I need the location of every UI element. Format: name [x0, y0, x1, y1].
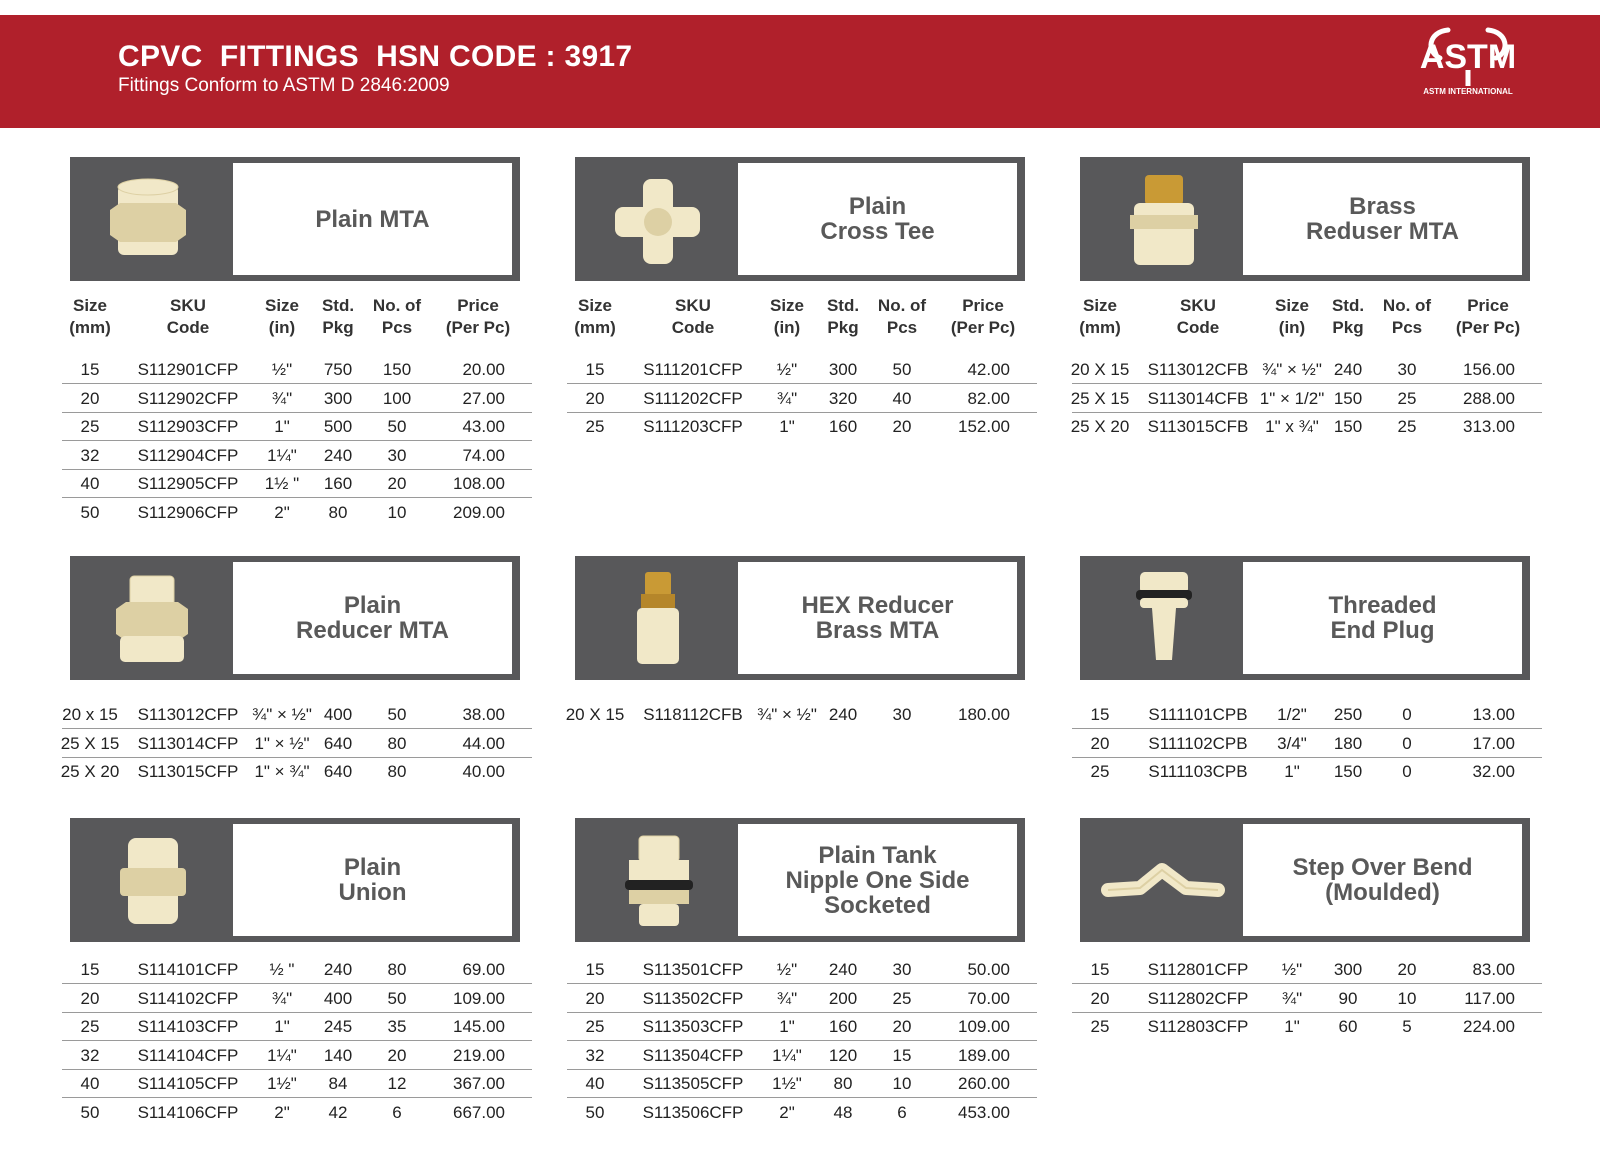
std-pkg-cell: 320: [828, 388, 858, 408]
sku-cell: S114101CFP: [137, 960, 239, 979]
size-mm-cell: 25: [1090, 1017, 1110, 1037]
price-cell: 70.00: [967, 988, 1010, 1008]
sku-cell: S118112CFB: [643, 705, 743, 724]
std-pkg-cell: 250: [1333, 705, 1363, 724]
size-mm-cell: 20: [80, 388, 100, 408]
size-in-cell: 1" × 1/2": [1259, 388, 1325, 408]
std-pkg-cell: 640: [323, 762, 353, 782]
product-card-header: [575, 818, 1025, 942]
price-cell: 209.00: [453, 503, 505, 522]
size-mm-cell: 50: [80, 1103, 100, 1122]
table-row: [62, 984, 532, 1013]
size-mm-cell: 20 x 15: [62, 705, 118, 724]
table-row: [62, 469, 532, 498]
pcs-cell: 10: [387, 503, 407, 522]
pcs-cell: 25: [1397, 388, 1417, 408]
table-row: [62, 355, 532, 384]
product-title: Step Over Bend (Moulded): [1292, 854, 1473, 906]
sku-cell: S113504CFP: [642, 1045, 744, 1065]
product-title: Plain MTA: [315, 205, 430, 233]
price-cell: 189.00: [958, 1045, 1010, 1065]
pcs-cell: 35: [387, 1017, 407, 1037]
size-in-cell: 1¼": [772, 1045, 802, 1065]
product-card-header: [1080, 157, 1530, 281]
plain-mta-fitting-icon: [80, 165, 225, 273]
product-title: Plain Union: [338, 854, 407, 906]
size-mm-cell: 40: [585, 1074, 605, 1094]
product-title: Plain Tank Nipple One Side Socketed: [785, 841, 970, 919]
page-title: CPVC FITTINGS HSN CODE : 3917: [118, 40, 633, 73]
size-mm-cell: 40: [80, 1074, 100, 1094]
price-cell: 109.00: [453, 988, 505, 1008]
threaded-end-plug-icon: [1090, 564, 1235, 672]
pcs-cell: 25: [892, 988, 912, 1008]
sku-cell: S114102CFP: [137, 988, 239, 1008]
product-title-box: [233, 163, 512, 275]
column-header-size-in: Size (in): [264, 296, 300, 337]
price-cell: 117.00: [1464, 988, 1515, 1008]
size-in-cell: 2": [274, 503, 290, 522]
price-cell: 74.00: [462, 445, 505, 465]
pcs-cell: 50: [387, 705, 407, 724]
product-card-header: [70, 818, 520, 942]
pcs-cell: 30: [1397, 360, 1417, 379]
std-pkg-cell: 300: [828, 360, 858, 379]
sku-cell: S112902CFP: [137, 388, 239, 408]
std-pkg-cell: 120: [828, 1045, 858, 1065]
sku-cell: S114103CFP: [137, 1017, 239, 1037]
pcs-cell: 20: [1397, 960, 1417, 979]
price-cell: 109.00: [958, 1017, 1010, 1037]
pcs-cell: 80: [387, 762, 407, 782]
tank-nipple-fitting-icon: [585, 826, 730, 934]
std-pkg-cell: 240: [323, 960, 353, 979]
size-in-cell: ¾" × ½": [252, 705, 312, 724]
table-row: [1072, 757, 1542, 786]
column-header-price: Price (Per Pc): [1455, 296, 1521, 337]
sku-cell: S111101CPB: [1148, 705, 1248, 724]
size-mm-cell: 15: [585, 960, 605, 979]
size-in-cell: 3/4": [1277, 733, 1307, 753]
table-row: [1072, 1012, 1542, 1041]
std-pkg-cell: 500: [323, 417, 353, 437]
table-row: [62, 498, 532, 527]
size-mm-cell: 25 X 15: [60, 733, 120, 753]
std-pkg-cell: 240: [828, 960, 858, 979]
price-cell: 13.00: [1472, 705, 1515, 724]
product-title: Plain Cross Tee: [820, 193, 935, 245]
size-in-cell: 1": [779, 1017, 795, 1037]
pcs-cell: 20: [387, 474, 407, 494]
price-cell: 667.00: [453, 1103, 505, 1122]
sku-cell: S112905CFP: [137, 474, 239, 494]
size-mm-cell: 32: [80, 445, 100, 465]
size-mm-cell: 25 X 15: [1070, 388, 1130, 408]
sku-cell: S114106CFP: [137, 1103, 239, 1122]
column-header-sku: SKU Code: [671, 296, 715, 337]
size-in-cell: 1": [274, 1017, 290, 1037]
size-mm-cell: 20: [1090, 988, 1110, 1008]
std-pkg-cell: 80: [833, 1074, 853, 1094]
std-pkg-cell: 42: [328, 1103, 348, 1122]
product-title-box: [1243, 163, 1522, 275]
size-in-cell: 2": [274, 1103, 290, 1122]
std-pkg-cell: 400: [323, 705, 353, 724]
std-pkg-cell: 200: [828, 988, 858, 1008]
size-mm-cell: 15: [585, 360, 605, 379]
std-pkg-cell: 80: [328, 503, 348, 522]
std-pkg-cell: 150: [1333, 762, 1363, 782]
price-cell: 156.00: [1463, 360, 1515, 379]
pcs-cell: 15: [892, 1045, 912, 1065]
column-header-no-of-pcs: No. of Pcs: [372, 296, 422, 337]
std-pkg-cell: 640: [323, 733, 353, 753]
std-pkg-cell: 140: [323, 1045, 353, 1065]
size-in-cell: 1¼": [267, 445, 297, 465]
price-cell: 83.00: [1472, 960, 1515, 979]
size-in-cell: 1": [1284, 1017, 1300, 1037]
sku-cell: S113014CFP: [137, 733, 239, 753]
size-mm-cell: 25: [80, 1017, 100, 1037]
product-card-header: [575, 556, 1025, 680]
column-header-sku: SKU Code: [1176, 296, 1220, 337]
size-mm-cell: 25: [1090, 762, 1110, 782]
table-row: [1072, 412, 1542, 441]
column-header-std-pkg: Std. Pkg: [826, 296, 860, 337]
column-header-sku: SKU Code: [166, 296, 210, 337]
size-in-cell: ½": [1281, 960, 1303, 979]
product-title-box: [233, 824, 512, 936]
std-pkg-cell: 48: [833, 1103, 853, 1122]
sku-cell: S111201CFP: [643, 360, 743, 379]
sku-cell: S113503CFP: [642, 1017, 744, 1037]
pcs-cell: 50: [387, 417, 407, 437]
size-in-cell: 1" x ¾": [1265, 417, 1319, 437]
size-in-cell: ¾" × ½": [1262, 360, 1322, 379]
sku-cell: S114104CFP: [137, 1045, 239, 1065]
column-header-price: Price (Per Pc): [445, 296, 511, 337]
table-row: [62, 1098, 532, 1127]
size-mm-cell: 20 X 15: [565, 705, 625, 724]
price-cell: 288.00: [1463, 388, 1515, 408]
table-row: [62, 700, 532, 729]
pcs-cell: 50: [892, 360, 912, 379]
sku-cell: S113501CFP: [642, 960, 744, 979]
sku-cell: S113505CFP: [642, 1074, 744, 1094]
price-cell: 43.00: [462, 417, 505, 437]
pcs-cell: 6: [897, 1103, 907, 1122]
price-cell: 44.00: [462, 733, 505, 753]
price-cell: 152.00: [958, 417, 1010, 437]
price-cell: 82.00: [967, 388, 1010, 408]
size-in-cell: 1" × ¾": [254, 762, 310, 782]
size-in-cell: ¾": [271, 988, 293, 1008]
size-mm-cell: 25: [80, 417, 100, 437]
size-in-cell: 1": [779, 417, 795, 437]
size-in-cell: 1½ ": [264, 474, 300, 494]
pcs-cell: 12: [387, 1074, 407, 1094]
pcs-cell: 80: [387, 733, 407, 753]
pcs-cell: 0: [1402, 705, 1412, 724]
price-cell: 367.00: [453, 1074, 505, 1094]
product-card-header: [1080, 556, 1530, 680]
table-row: [567, 700, 1037, 729]
std-pkg-cell: 240: [1333, 360, 1363, 379]
size-in-cell: ½": [776, 360, 798, 379]
std-pkg-cell: 160: [828, 417, 858, 437]
sku-cell: S112904CFP: [137, 445, 239, 465]
pcs-cell: 30: [387, 445, 407, 465]
table-row: [1072, 384, 1542, 413]
std-pkg-cell: 160: [323, 474, 353, 494]
price-cell: 260.00: [958, 1074, 1010, 1094]
std-pkg-cell: 90: [1338, 988, 1358, 1008]
price-cell: 453.00: [958, 1103, 1010, 1122]
size-in-cell: 1½": [267, 1074, 297, 1094]
std-pkg-cell: 300: [1333, 960, 1363, 979]
table-row: [567, 355, 1037, 384]
std-pkg-cell: 240: [828, 705, 858, 724]
sku-cell: S114105CFP: [137, 1074, 239, 1094]
size-mm-cell: 50: [80, 503, 100, 522]
std-pkg-cell: 60: [1338, 1017, 1358, 1037]
size-in-cell: ½ ": [269, 960, 295, 979]
size-mm-cell: 20: [585, 988, 605, 1008]
table-row: [1072, 700, 1542, 729]
column-header-size-mm: Size (mm): [69, 296, 111, 337]
size-in-cell: ½": [776, 960, 798, 979]
table-row: [62, 729, 532, 758]
price-cell: 17.00: [1472, 733, 1515, 753]
pcs-cell: 30: [892, 960, 912, 979]
pcs-cell: 10: [1397, 988, 1417, 1008]
size-mm-cell: 25 X 20: [1070, 417, 1130, 437]
column-header-size-in: Size (in): [1274, 296, 1310, 337]
sku-cell: S111202CFP: [643, 388, 743, 408]
sku-cell: S113012CFP: [137, 705, 239, 724]
sku-cell: S112802CFP: [1147, 988, 1249, 1008]
price-cell: 27.00: [462, 388, 505, 408]
table-row: [1072, 955, 1542, 984]
pcs-cell: 20: [892, 417, 912, 437]
product-title: Threaded End Plug: [1328, 592, 1437, 644]
table-row: [567, 1041, 1037, 1070]
size-mm-cell: 40: [80, 474, 100, 494]
sku-cell: S112901CFP: [137, 360, 239, 379]
product-title-box: [738, 163, 1017, 275]
table-row: [1072, 355, 1542, 384]
price-cell: 108.00: [453, 474, 505, 494]
size-mm-cell: 25 X 20: [60, 762, 120, 782]
product-title-box: [738, 824, 1017, 936]
size-mm-cell: 20: [80, 988, 100, 1008]
plain-union-fitting-icon: [80, 826, 225, 934]
price-cell: 42.00: [967, 360, 1010, 379]
price-cell: 40.00: [462, 762, 505, 782]
column-header-std-pkg: Std. Pkg: [1331, 296, 1365, 337]
pcs-cell: 20: [892, 1017, 912, 1037]
hex-reducer-brass-mta-icon: [585, 564, 730, 672]
size-mm-cell: 32: [585, 1045, 605, 1065]
page-subtitle: Fittings Conform to ASTM D 2846:2009: [118, 75, 450, 96]
product-title: HEX Reducer Brass MTA: [801, 592, 954, 644]
std-pkg-cell: 160: [828, 1017, 858, 1037]
size-mm-cell: 15: [80, 360, 100, 379]
pcs-cell: 150: [382, 360, 412, 379]
pcs-cell: 10: [892, 1074, 912, 1094]
size-mm-cell: 20: [585, 388, 605, 408]
pcs-cell: 50: [387, 988, 407, 1008]
std-pkg-cell: 180: [1333, 733, 1363, 753]
size-in-cell: ¾": [776, 388, 798, 408]
column-header-no-of-pcs: No. of Pcs: [877, 296, 927, 337]
cross-tee-fitting-icon: [585, 165, 730, 273]
price-cell: 219.00: [453, 1045, 505, 1065]
size-mm-cell: 25: [585, 1017, 605, 1037]
table-row: [62, 1012, 532, 1041]
table-row: [567, 412, 1037, 441]
pcs-cell: 30: [892, 705, 912, 724]
pcs-cell: 100: [382, 388, 412, 408]
product-title-box: [738, 562, 1017, 674]
product-card-header: [70, 157, 520, 281]
size-in-cell: 1": [274, 417, 290, 437]
table-row: [567, 984, 1037, 1013]
pcs-cell: 20: [387, 1045, 407, 1065]
size-in-cell: 1½": [772, 1074, 802, 1094]
top-strip: [0, 0, 1600, 15]
size-in-cell: 1/2": [1277, 705, 1307, 724]
table-row: [1072, 984, 1542, 1013]
table-row: [62, 1069, 532, 1098]
plain-reducer-mta-icon: [80, 564, 225, 672]
header-banner: [0, 15, 1600, 128]
price-cell: 224.00: [1463, 1017, 1515, 1037]
size-mm-cell: 15: [80, 960, 100, 979]
size-mm-cell: 20 X 15: [1070, 360, 1130, 379]
product-title-box: [1243, 562, 1522, 674]
size-in-cell: ½": [271, 360, 293, 379]
table-row: [1072, 729, 1542, 758]
size-mm-cell: 50: [585, 1103, 605, 1122]
sku-cell: S112906CFP: [137, 503, 239, 522]
std-pkg-cell: 84: [328, 1074, 348, 1094]
table-row: [567, 384, 1037, 413]
sku-cell: S113014CFB: [1147, 388, 1249, 408]
std-pkg-cell: 245: [323, 1017, 353, 1037]
sku-cell: S113502CFP: [642, 988, 744, 1008]
sku-cell: S113015CFP: [137, 762, 239, 782]
logo-caption: ASTM INTERNATIONAL: [1423, 87, 1513, 96]
price-cell: 32.00: [1472, 762, 1515, 782]
price-cell: 313.00: [1463, 417, 1515, 437]
price-cell: 180.00: [958, 705, 1010, 724]
pcs-cell: 80: [387, 960, 407, 979]
price-cell: 50.00: [967, 960, 1010, 979]
sku-cell: S111203CFP: [643, 417, 743, 437]
pcs-cell: 6: [392, 1103, 402, 1122]
price-cell: 69.00: [462, 960, 505, 979]
std-pkg-cell: 150: [1333, 388, 1363, 408]
column-header-size-mm: Size (mm): [574, 296, 616, 337]
table-row: [567, 1012, 1037, 1041]
step-over-bend-icon: [1090, 826, 1235, 934]
pcs-cell: 25: [1397, 417, 1417, 437]
table-row: [62, 384, 532, 413]
sku-cell: S111102CPB: [1148, 733, 1248, 753]
std-pkg-cell: 240: [323, 445, 353, 465]
column-header-size-mm: Size (mm): [1079, 296, 1121, 337]
column-header-std-pkg: Std. Pkg: [321, 296, 355, 337]
product-card-header: [1080, 818, 1530, 942]
sku-cell: S112903CFP: [137, 417, 239, 437]
size-mm-cell: 15: [1090, 960, 1110, 979]
size-in-cell: 2": [779, 1103, 795, 1122]
size-in-cell: ¾": [776, 988, 798, 1008]
astm-logo-mark: ASTM: [1419, 38, 1517, 76]
price-cell: 38.00: [462, 705, 505, 724]
std-pkg-cell: 300: [323, 388, 353, 408]
product-title: Plain Reducer MTA: [296, 592, 449, 644]
price-cell: 145.00: [453, 1017, 505, 1037]
product-title: Brass Reduser MTA: [1306, 193, 1459, 245]
pcs-cell: 40: [892, 388, 912, 408]
size-in-cell: ¾" × ½": [757, 705, 817, 724]
table-row: [567, 1069, 1037, 1098]
std-pkg-cell: 400: [323, 988, 353, 1008]
table-row: [567, 955, 1037, 984]
product-title-box: [233, 562, 512, 674]
product-card-header: [70, 556, 520, 680]
size-in-cell: 1": [1284, 762, 1300, 782]
size-mm-cell: 15: [1090, 705, 1110, 724]
sku-cell: S113012CFB: [1147, 360, 1249, 379]
pcs-cell: 0: [1402, 733, 1412, 753]
size-in-cell: 1" × ½": [254, 733, 310, 753]
pcs-cell: 5: [1402, 1017, 1412, 1037]
column-header-size-in: Size (in): [769, 296, 805, 337]
product-title-box: [1243, 824, 1522, 936]
table-row: [62, 441, 532, 470]
table-row: [62, 1041, 532, 1070]
price-cell: 20.00: [462, 360, 505, 379]
size-mm-cell: 32: [80, 1045, 100, 1065]
sku-cell: S112801CFP: [1147, 960, 1249, 979]
sku-cell: S112803CFP: [1147, 1017, 1249, 1037]
table-row: [567, 1098, 1037, 1127]
product-card-header: [575, 157, 1025, 281]
column-header-price: Price (Per Pc): [950, 296, 1016, 337]
brass-reducer-mta-icon: [1090, 165, 1235, 273]
sku-cell: S111103CPB: [1148, 762, 1248, 782]
std-pkg-cell: 750: [323, 360, 353, 379]
sku-cell: S113015CFB: [1147, 417, 1249, 437]
size-mm-cell: 25: [585, 417, 605, 437]
sku-cell: S113506CFP: [642, 1103, 744, 1122]
size-in-cell: ¾": [1281, 988, 1303, 1008]
table-row: [62, 955, 532, 984]
table-row: [62, 412, 532, 441]
size-in-cell: ¾": [271, 388, 293, 408]
column-header-no-of-pcs: No. of Pcs: [1382, 296, 1432, 337]
size-in-cell: 1¼": [267, 1045, 297, 1065]
std-pkg-cell: 150: [1333, 417, 1363, 437]
pcs-cell: 0: [1402, 762, 1412, 782]
size-mm-cell: 20: [1090, 733, 1110, 753]
table-row: [62, 757, 532, 786]
